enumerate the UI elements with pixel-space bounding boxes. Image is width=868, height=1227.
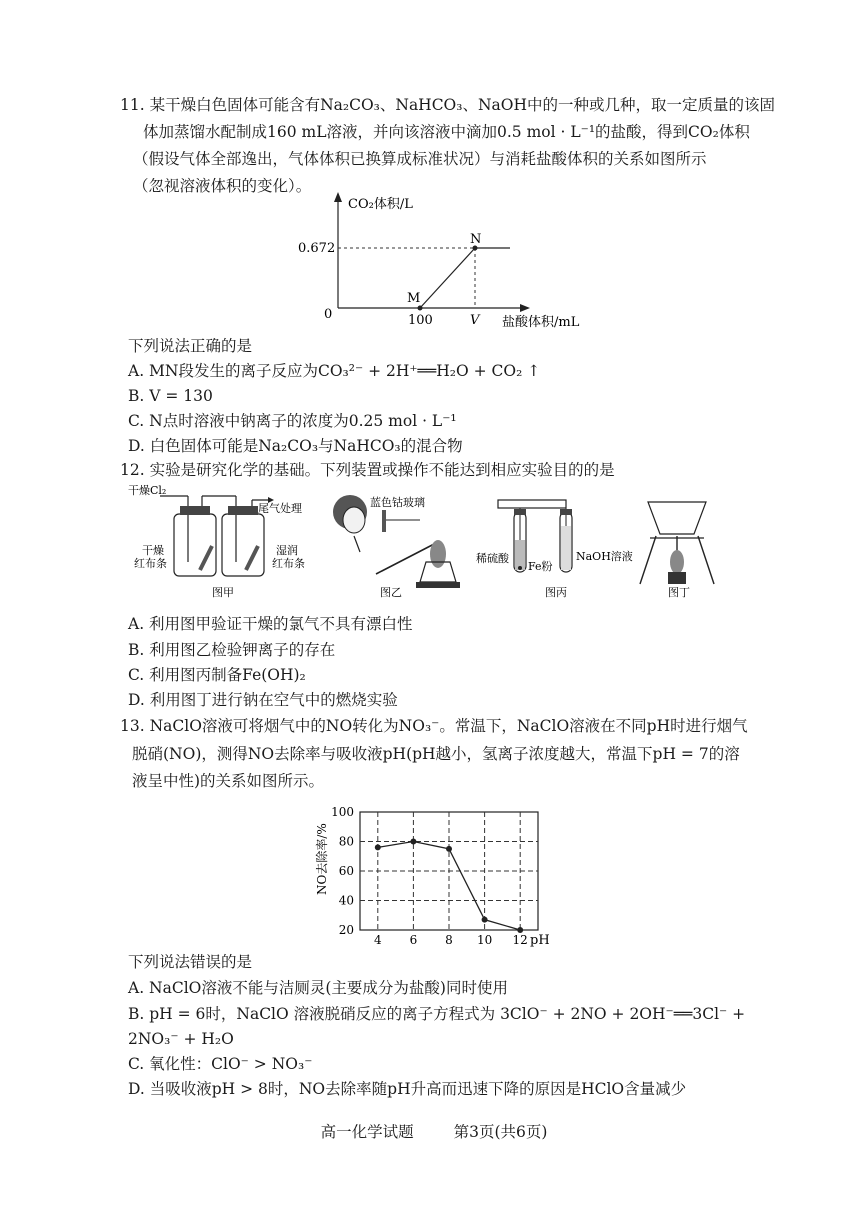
ph-ytick-20: 20 xyxy=(338,923,354,937)
q11-option-c: C. N点时溶液中钠离子的浓度为0.25 mol · L⁻¹ xyxy=(128,412,457,430)
q12-option-c: C. 利用图丙制备Fe(OH)₂ xyxy=(128,666,306,684)
ph-xtick-10: 10 xyxy=(476,933,493,947)
q12-option-a: A. 利用图甲验证干燥的氯气不具有漂白性 xyxy=(128,615,413,633)
q13-prompt: 下列说法错误的是 xyxy=(128,953,253,971)
co2-chart xyxy=(290,190,610,335)
q13-option-b-line2: 2NO₃⁻ + H₂O xyxy=(128,1030,234,1048)
co2-label-n: N xyxy=(470,232,482,247)
ph-removal-chart xyxy=(310,800,570,950)
fig-yi-caption: 图乙 xyxy=(380,586,402,599)
co2-mn-segment xyxy=(420,248,475,308)
ph-point-6 xyxy=(410,839,416,845)
ph-point-8 xyxy=(446,846,452,852)
fig-jia-wet-cloth-l2: 红布条 xyxy=(272,557,305,570)
q11-line-1: 11. 某干燥白色固体可能含有Na₂CO₃、NaHCO₃、NaOH中的一种或几种，取一定质量的该固 xyxy=(120,96,776,114)
co2-origin: 0 xyxy=(324,307,333,322)
co2-xtick-v: V xyxy=(470,313,480,328)
ph-ytick-60: 60 xyxy=(338,864,354,878)
co2-point-m xyxy=(418,306,423,311)
ph-xtick-8: 8 xyxy=(445,933,453,947)
q12-option-b: B. 利用图乙检验钾离子的存在 xyxy=(128,641,336,659)
co2-xtick-100: 100 xyxy=(408,313,433,328)
footer-page-number: 第3页(共6页) xyxy=(453,1123,548,1141)
q11-option-a: A. MN段发生的离子反应为CO₃²⁻ + 2H⁺══H₂O + CO₂ ↑ xyxy=(128,362,541,380)
q13-line-1: 13. NaClO溶液可将烟气中的NO转化为NO₃⁻。常温下，NaClO溶液在不同pH时进行烟气 xyxy=(120,717,748,735)
q12-stem: 12. 实验是研究化学的基础。下列装置或操作不能达到相应实验目的的是 xyxy=(120,461,615,479)
fig-jia-caption: 图甲 xyxy=(212,586,234,599)
fig-bing-fe-powder: Fe粉 xyxy=(528,560,553,573)
q13-line-2: 脱硝(NO)，测得NO去除率与吸收液pH(pH越小，氢离子浓度越大，常温下pH = 7的溶 xyxy=(132,745,740,763)
fig-yi-blue-glass: 蓝色钴玻璃 xyxy=(370,496,425,509)
q11-prompt: 下列说法正确的是 xyxy=(128,337,253,355)
footer-subject: 高一化学试题 xyxy=(320,1123,414,1141)
ph-ytick-100: 100 xyxy=(331,805,354,819)
q13-option-c: C. 氧化性：ClO⁻ > NO₃⁻ xyxy=(128,1055,313,1073)
fig-ding-caption: 图丁 xyxy=(668,586,690,599)
ph-point-4 xyxy=(375,844,381,850)
fig-jia-bottles xyxy=(160,496,274,576)
fig-jia-dry-cloth-l1: 干燥 xyxy=(142,544,164,557)
ph-xtick-6: 6 xyxy=(409,933,418,947)
q11-line-3: （假设气体全部逸出，气体体积已换算成标准状况）与消耗盐酸体积的关系如图所示 xyxy=(133,150,707,168)
q11-option-d: D. 白色固体可能是Na₂CO₃与NaHCO₃的混合物 xyxy=(128,437,463,455)
co2-ylabel: CO₂体积/L xyxy=(348,197,413,212)
ph-chart-ylabel: NO去除率/% xyxy=(315,823,329,895)
q11-option-b: B. V = 130 xyxy=(128,387,213,405)
page-footer xyxy=(0,1120,868,1142)
fig-jia-tail-gas: 尾气处理 xyxy=(258,502,302,515)
co2-ytick-0672: 0.672 xyxy=(298,241,336,256)
co2-label-m: M xyxy=(407,291,421,306)
q13-line-3: 液呈中性)的关系如图所示。 xyxy=(132,772,325,790)
fig-jia-wet-cloth-l1: 湿润 xyxy=(276,544,298,557)
q13-option-a: A. NaClO溶液不能与洁厕灵(主要成分为盐酸)同时使用 xyxy=(128,979,508,997)
co2-y-arrow xyxy=(334,192,342,202)
fig-jia-wet-cloth xyxy=(272,544,305,570)
ph-xtick-12: 12 xyxy=(512,933,528,947)
q11-line-2: 体加蒸馏水配制成160 mL溶液，并向该溶液中滴加0.5 mol · L⁻¹的盐酸，得到CO₂体积 xyxy=(143,123,750,141)
fig-bing-naoh: NaOH溶液 xyxy=(576,550,633,563)
fig-jia-dry-cloth-l2: 红布条 xyxy=(134,557,167,570)
co2-x-arrow xyxy=(520,304,530,312)
ph-point-10 xyxy=(482,917,488,923)
q11-line-4: （忽视溶液体积的变化）。 xyxy=(133,177,312,195)
ph-ytick-80: 80 xyxy=(338,834,354,849)
fig-jia-dry-cl2: 干燥Cl₂ xyxy=(128,484,167,497)
q12-option-d: D. 利用图丁进行钠在空气中的燃烧实验 xyxy=(128,691,398,709)
co2-xlabel: 盐酸体积/mL xyxy=(502,315,580,330)
fig-bing-dilute-acid: 稀硫酸 xyxy=(476,552,509,565)
q13-option-d: D. 当吸收液pH > 8时，NO去除率随pH升高而迅速下降的原因是HClO含量减少 xyxy=(128,1080,687,1098)
ph-point-12 xyxy=(517,927,523,933)
q12-apparatus-figures xyxy=(120,482,740,600)
ph-ytick-40: 40 xyxy=(338,893,354,908)
fig-bing-caption: 图丙 xyxy=(545,586,567,599)
ph-xtick-4: 4 xyxy=(373,933,382,947)
ph-chart-xlabel: pH xyxy=(530,933,550,948)
fig-jia-dry-cloth xyxy=(134,543,168,570)
q13-option-b-line1: B. pH = 6时，NaClO 溶液脱硝反应的离子方程式为 3ClO⁻ + 2NO + 2OH⁻══3Cl⁻ + xyxy=(128,1005,746,1023)
fig-ding-crucible xyxy=(640,502,714,584)
